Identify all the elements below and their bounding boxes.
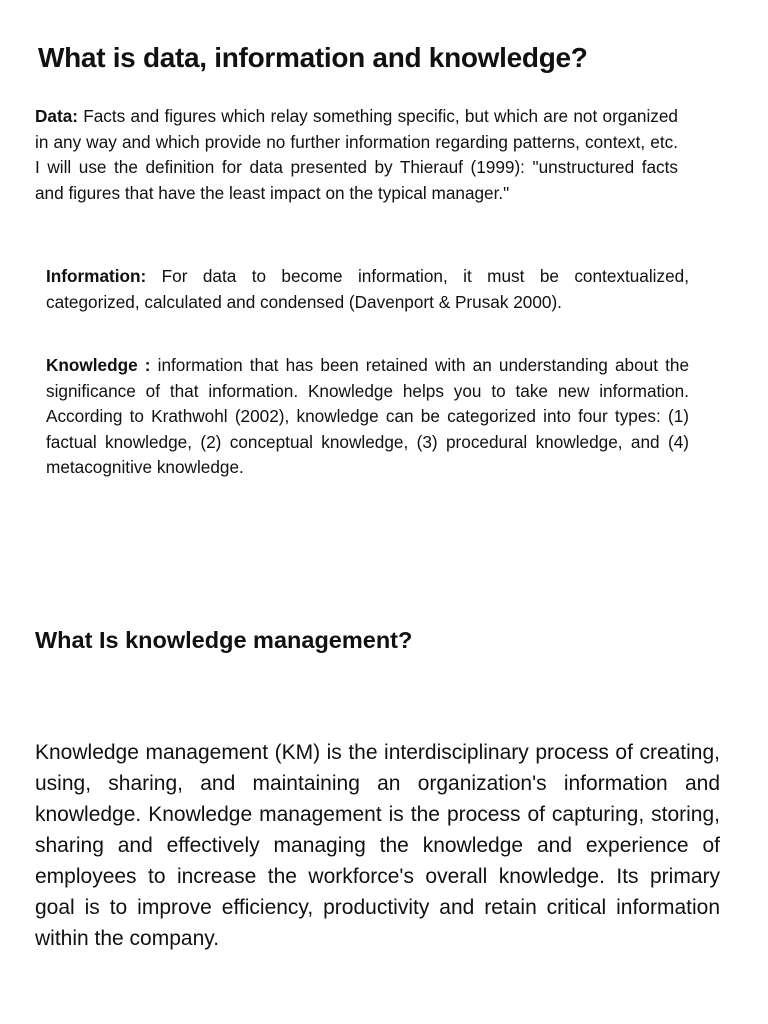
knowledge-term: Knowledge :: [46, 355, 151, 375]
information-term: Information:: [46, 266, 147, 286]
page-title: What is data, information and knowledge?: [38, 42, 588, 73]
section-heading-km: What Is knowledge management?: [35, 627, 413, 653]
data-definition-text: Facts and figures which relay something specific, but which are not organized in any way and which provide no further information regarding patterns, context, etc. I will use the definition for data presented by Thierauf (1999): "unstructured facts and figures that have the least impact on the typical manager.": [35, 106, 678, 203]
km-paragraph: Knowledge management (KM) is the interdisciplinary process of creating, using, sharing, and maintaining an organization's information and knowledge. Knowledge management is the process of capturing, storing, sharing and effectively managing the knowledge and experience of employees to increase the workforce's overall knowledge. Its primary goal is to improve efficiency, productivity and retain critical information within the company.: [35, 741, 720, 950]
information-definition-text: For data to become information, it must be contextualized, categorized, calculated and condensed (Davenport & Prusak 2000).: [46, 266, 689, 312]
knowledge-definition-text: information that has been retained with an understanding about the significance of that information. Knowledge helps you to take new information. According to Krathwohl (2002), knowledge can be categorized into four types: (1) factual knowledge, (2) conceptual knowledge, (3) procedural knowledge, and (4) metacognitive knowledge.: [46, 355, 689, 477]
data-term: Data:: [35, 106, 78, 126]
data-definition: [35, 104, 678, 206]
information-definition: [46, 264, 689, 315]
knowledge-definition: [46, 353, 689, 481]
